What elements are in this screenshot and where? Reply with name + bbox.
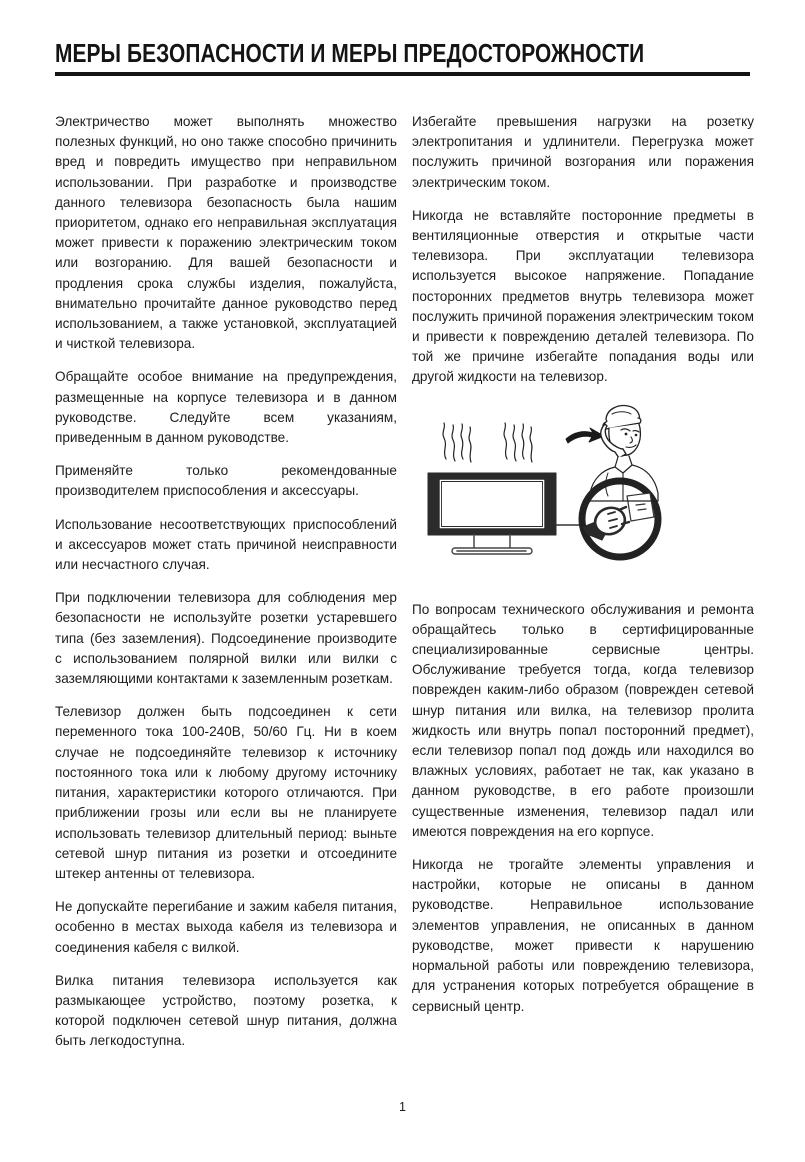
arrow-icon <box>566 428 604 443</box>
paragraph: Никогда не вставляйте посторонние предметы в вентиляционные отверстия и открытые части телевизора. При эксплуатации телевизора используется высокое напряжение. Попадание посторонних предметов внутрь телевизора может послужить причиной поражения электрическим током и привести к повреждению деталей телевизора. По той же причине избегайте попадания воды или другой жидкости на телевизор. <box>412 207 754 385</box>
paragraph: Применяйте только рекомендованные производителем приспособления и аксессуары. <box>55 463 397 499</box>
right-text-column <box>412 112 754 1017</box>
unplugged-power-plug <box>583 504 629 540</box>
left-text-column <box>55 112 397 1052</box>
paragraph: Телевизор должен быть подсоединен к сети переменного тока 100-240В, 50/60 Гц. Ни в коем случае не подсоединяйте телевизор к источнику постоянного тока или к любому другому источнику питания, характеристики которого отличаются. При приближении грозы или если вы не планируете использовать телевизор длительный период: выньте сетевой шнур питания из розетки и отсоедините штекер антенны от телевизора. <box>55 704 397 881</box>
paragraph: Использование несоответствующих приспособлений и аксессуаров может стать причиной неисправности или несчастного случая. <box>55 516 397 573</box>
paragraph: Не допускайте перегибание и зажим кабеля питания, особенно в местах выхода кабеля из телевизора и соединения кабеля с вилкой. <box>55 899 397 955</box>
smoke-wisps-left <box>443 423 471 462</box>
title-divider <box>55 72 750 76</box>
paragraph: По вопросам технического обслуживания и ремонта обращайтесь только в сертифицированные специализированные сервисные центры. Обслуживание требуется тогда, когда телевизор поврежден каким-либо образом (поврежден сетевой шнур питания или вилка, на телевизор пролита жидкость или внутрь попал посторонний предмет), если телевизор попал под дождь или находился во влажных условиях, работает не так, как указано в данном руководстве, в его работе произошли существенные изменения, телевизор падал или имеются повреждения на его корпусе. <box>412 601 754 839</box>
page-title: МЕРЫ БЕЗОПАСНОСТИ И МЕРЫ ПРЕДОСТОРОЖНОСТИ <box>55 40 645 69</box>
smoke-wisps-right <box>504 423 532 462</box>
paragraph: Обращайте особое внимание на предупреждения, размещенные на корпусе телевизора и в данном руководстве. Следуйте всем указаниям, приведенным в данном руководстве. <box>55 369 397 446</box>
smoking-tv-unplug-and-call-service-illustration <box>412 401 754 586</box>
wall-socket <box>627 493 654 521</box>
paragraph: При подключении телевизора для соблюдения мер безопасности не используйте розетки устаревшего типа (без заземления). Подсоединение производите с использованием полярной вилки или вилки с заземляющими контактами к заземленным розеткам. <box>55 590 397 687</box>
page-number: 1 <box>399 1100 406 1114</box>
smoking-television <box>428 473 556 554</box>
paragraph: Избегайте превышения нагрузки на розетку электропитания и удлинители. Перегрузка может послужить причиной возгорания или поражения электрическим током. <box>412 114 754 190</box>
paragraph: Вилка питания телевизора используется как размыкающее устройство, поэтому розетка, к которой подключен сетевой шнур питания, должна быть легкодоступна. <box>55 972 397 1049</box>
paragraph: Электричество может выполнять множество полезных функций, но оно также способно причинить вред и повредить имущество при неправильном использовании. При разработке и производстве данного телевизора безопасность была нашим приоритетом, однако его неправильная эксплуатация может привести к поражению электрическим током или возгоранию. Для вашей безопасности и продления срока службы изделия, пожалуйста, внимательно прочитайте данное руководство перед использованием, а также установкой, эксплуатацией и чисткой телевизора. <box>55 114 397 352</box>
paragraph: Никогда не трогайте элементы управления и настройки, которые не описаны в данном руководстве. Неправильное использование элементов управления, не описанных в данном руководстве, может привести к нарушению нормальной работы или повреждению телевизора, для устранения которых потребуется обращение в сервисный центр. <box>412 857 754 1014</box>
